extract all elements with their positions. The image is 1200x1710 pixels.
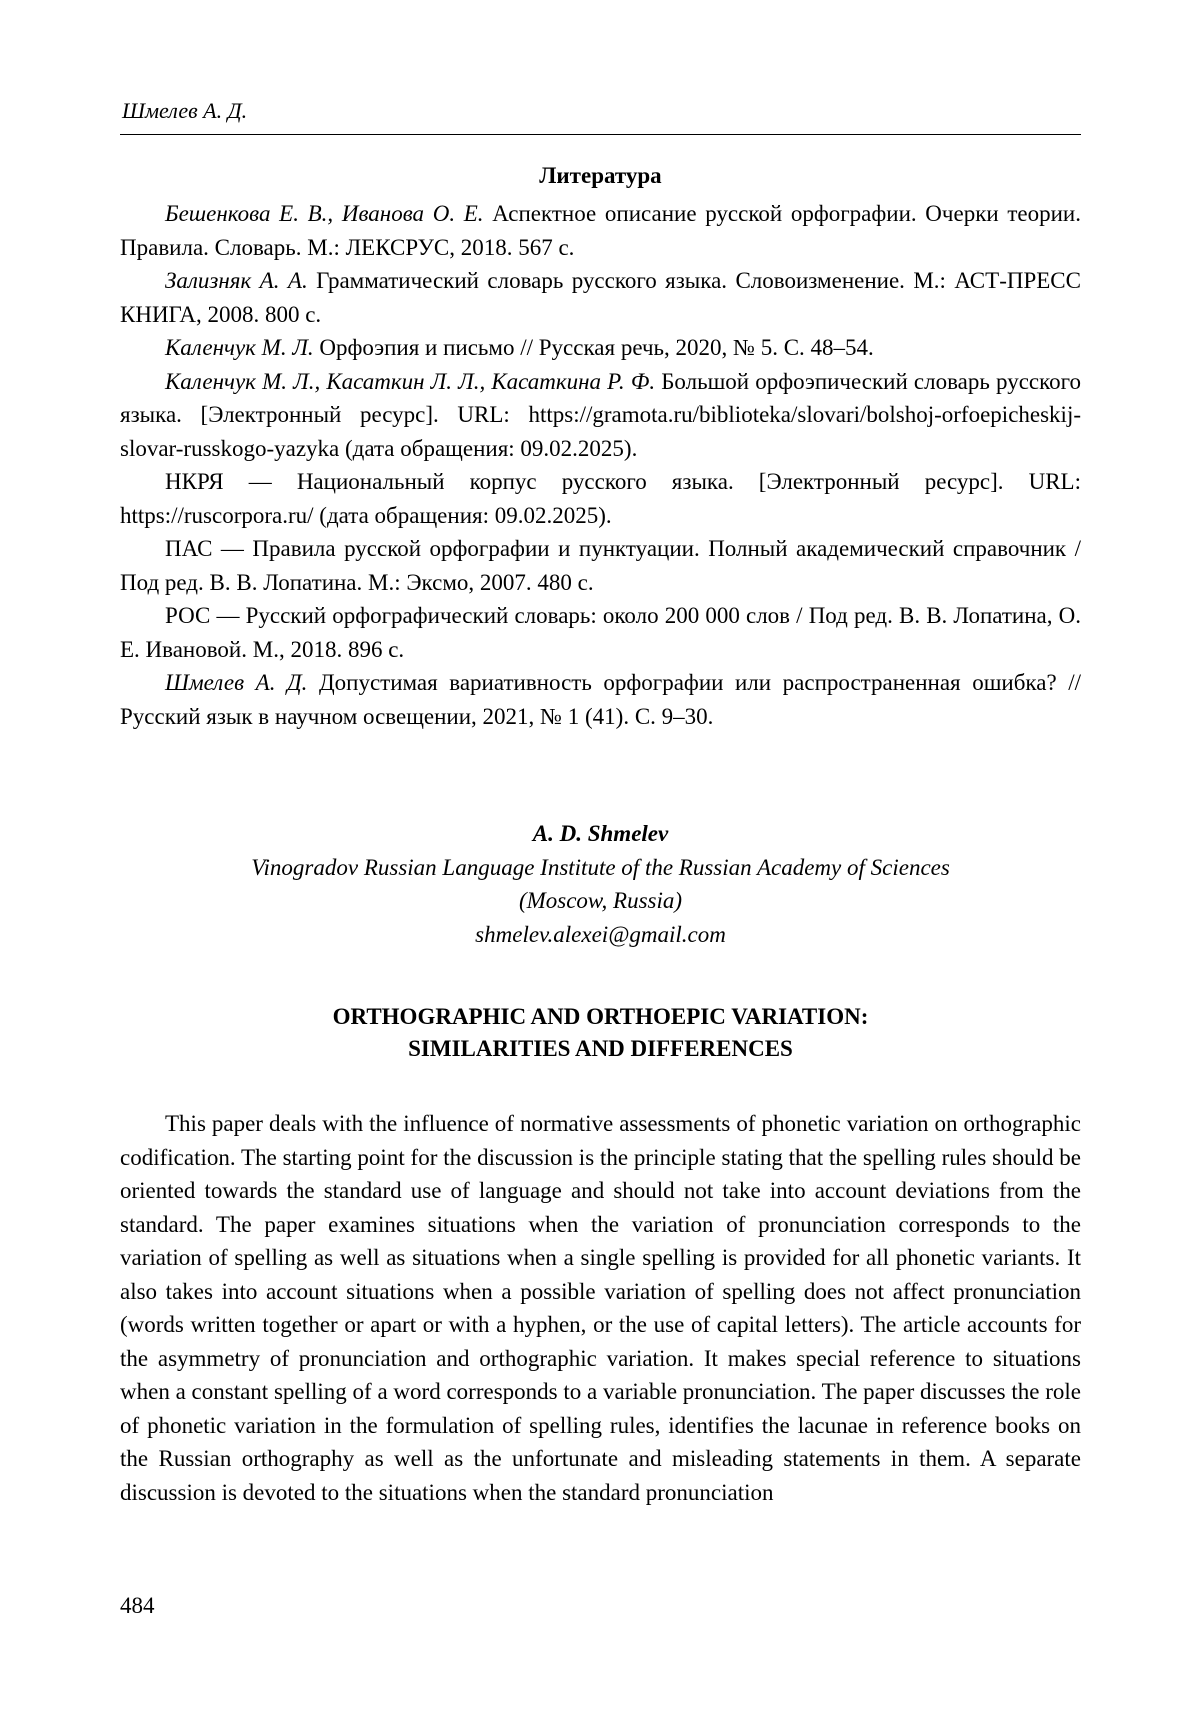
reference-text: Орфоэпия и письмо // Русская речь, 2020, № 5. С. 48–54. <box>313 335 874 360</box>
reference-authors: Бешенкова Е. В., Иванова О. Е. <box>165 201 484 226</box>
reference-authors: Каленчук М. Л., Касаткин Л. Л., Касаткина Р. Ф. <box>165 368 656 394</box>
reference-item <box>120 532 1081 599</box>
reference-list <box>120 197 1081 733</box>
literature-heading: Литература <box>539 163 662 188</box>
reference-item <box>120 365 1081 466</box>
reference-item <box>120 465 1081 532</box>
reference-text: ПАС — Правила русской орфографии и пунктуации. Полный академический справочник / Под ред. В. В. Лопатина. М.: Эксмо, 2007. 480 с. <box>120 536 1081 595</box>
reference-text: РОС — Русский орфографический словарь: около 200 000 слов / Под ред. В. В. Лопатина, О. Е. Ивановой. М., 2018. 896 с. <box>120 603 1081 662</box>
reference-item <box>120 197 1081 264</box>
running-head: Шмелев А. Д. <box>122 98 248 123</box>
author-name: A. D. Shmelev <box>532 821 669 846</box>
article-title-line: ORTHOGRAPHIC AND ORTHOEPIC VARIATION: <box>332 1004 869 1029</box>
reference-item <box>120 264 1081 331</box>
reference-item <box>120 599 1081 666</box>
author-email: shmelev.alexei@gmail.com <box>475 921 726 947</box>
reference-item <box>120 666 1081 733</box>
reference-text: НКРЯ — Национальный корпус русского языка. [Электронный ресурс]. URL: https://ruscorpora.ru/ (дата обращения: 09.02.2025). <box>120 469 1081 528</box>
article-title <box>120 1001 1081 1065</box>
reference-text: Грамматический словарь русского языка. Словоизменение. М.: АСТ-ПРЕСС КНИГА, 2008. 800 с. <box>120 268 1081 327</box>
author-affiliation: Vinogradov Russian Language Institute of the Russian Academy of Sciences <box>251 854 950 880</box>
reference-item <box>120 331 1081 365</box>
header-rule <box>120 134 1081 135</box>
reference-authors: Шмелев А. Д. <box>165 670 308 695</box>
page-number: 484 <box>120 1593 155 1618</box>
author-block <box>120 817 1081 951</box>
reference-text: Большой орфоэпический словарь русского языка. [Электронный ресурс]. URL: https://gramota.ru/biblioteka/slovari/bolshoj-orfoepicheskij-slovar-russkogo-yazyka (дата обращения: 09.02.2025). <box>120 368 1081 461</box>
page-content <box>120 96 1081 1532</box>
reference-text: Допустимая вариативность орфографии или распространенная ошибка? // Русский язык в научном освещении, 2021, № 1 (41). С. 9–30. <box>120 670 1081 729</box>
reference-authors: Зализняк А. А. <box>165 268 308 293</box>
author-location: (Moscow, Russia) <box>518 888 683 913</box>
reference-text: Аспектное описание русской орфографии. Очерки теории. Правила. Словарь. М.: ЛЕКСРУС, 2018. 567 с. <box>120 201 1081 260</box>
reference-authors: Каленчук М. Л. <box>165 335 314 360</box>
abstract-text: This paper deals with the influence of normative assessments of phonetic variation on orthographic codification. The starting point for the discussion is the principle stating that the spelling rules should be oriented towards the standard use of language and should not take into account deviations from the standard. The paper examines situations when the variation of pronunciation corresponds to the variation of spelling as well as situations when a single spelling is provided for all phonetic variants. It also takes into account situations when a possible variation of spelling does not affect pronunciation (words written together or apart or with a hyphen, or the use of capital letters). The article accounts for the asymmetry of pronunciation and orthographic variation. It makes special reference to situations when a constant spelling of a word corresponds to a variable pronunciation. The paper discusses the role of phonetic variation in the formulation of spelling rules, identifies the lacunae in reference books on the Russian orthography as well as the unfortunate and misleading statements in them. A separate discussion is devoted to the situations when the standard pronunciation <box>120 1111 1081 1505</box>
article-title-line: SIMILARITIES AND DIFFERENCES <box>408 1036 793 1061</box>
